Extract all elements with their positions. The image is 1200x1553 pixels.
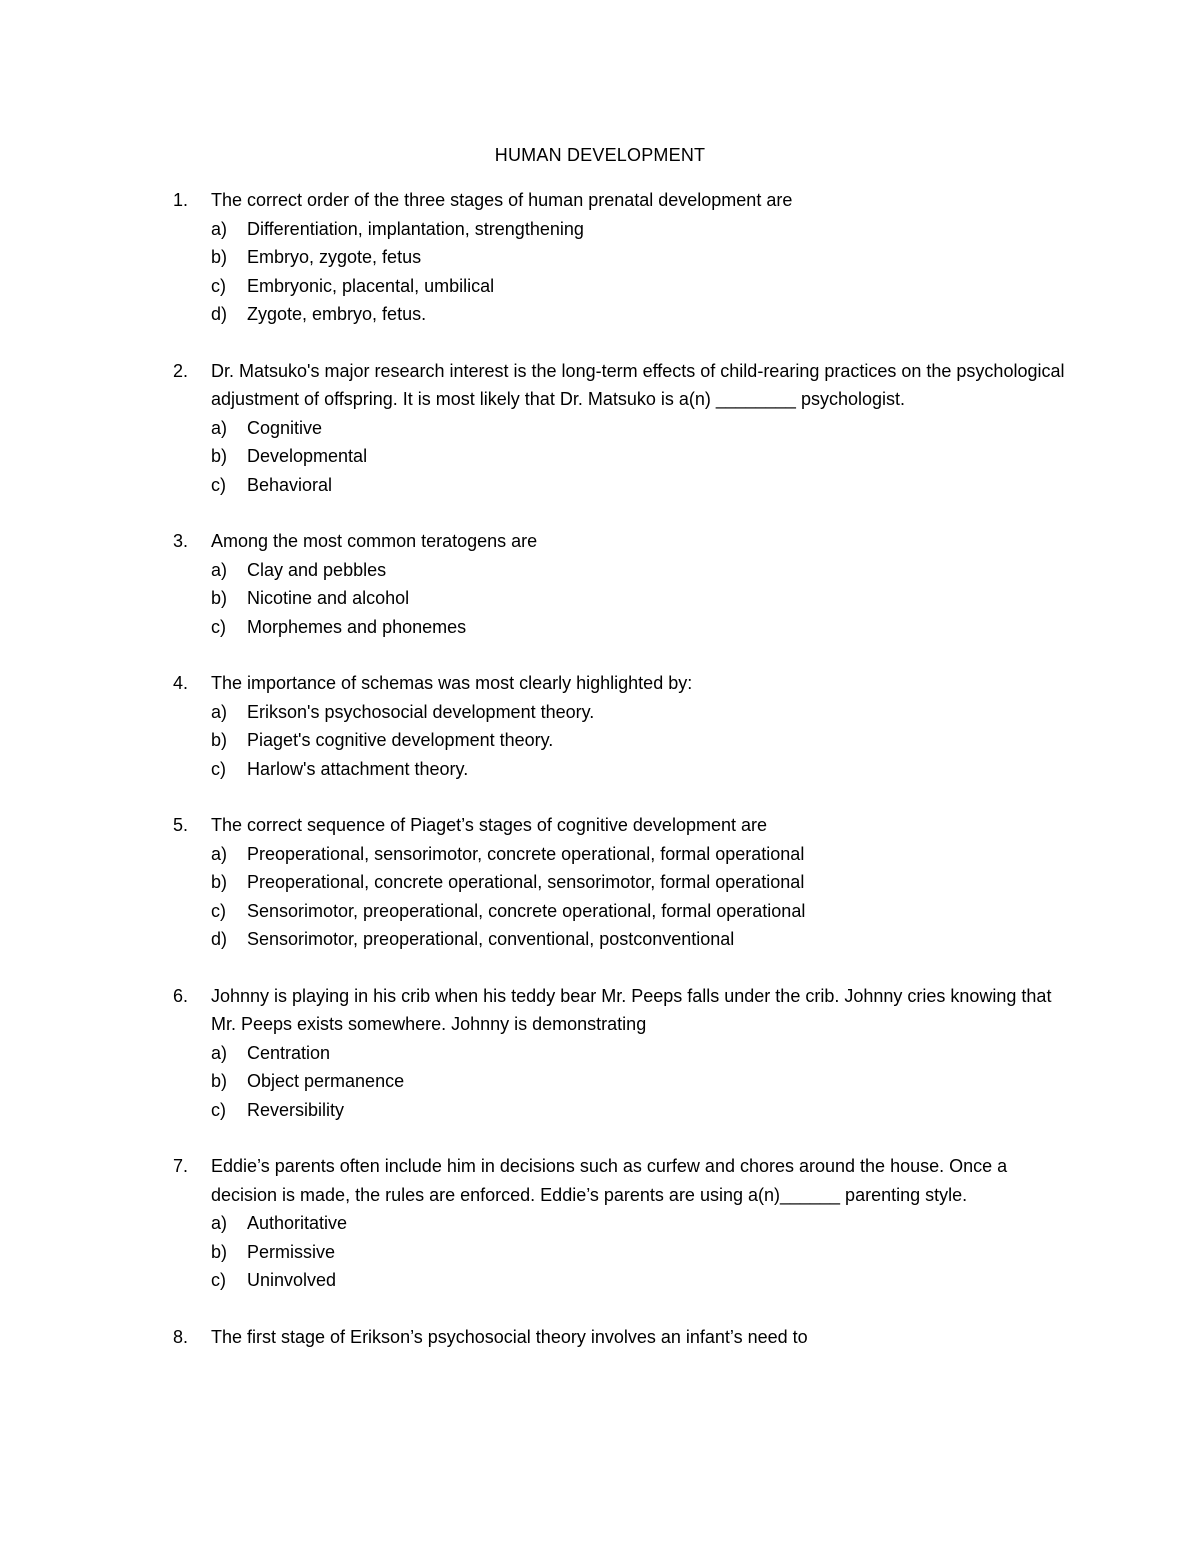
question-number: 4. [173,673,189,693]
option-letter: b) [211,1241,228,1262]
option-text: Nicotine and alcohol [247,588,410,608]
option-text: Object permanence [247,1071,405,1091]
question-list [173,186,1073,1379]
option-text: Sensorimotor, preoperational, conventional, postconventional [247,929,735,949]
question-text: Dr. Matsuko's major research interest is the long-term effects of child-rearing practices on the psychological adjustment of offspring. It is most likely that Dr. Matsuko is a(n) ________ psychologist. [211,360,1065,409]
option-text: Piaget's cognitive development theory. [247,730,554,750]
option-text: Preoperational, concrete operational, sensorimotor, formal operational [247,872,805,892]
option-letter: a) [211,1213,228,1233]
option-letter: b) [211,247,228,267]
option-letter: b) [211,588,228,608]
option-item [211,726,1073,755]
option-text: Cognitive [247,417,323,438]
option-item [211,840,1073,869]
option-letter: a) [211,559,228,580]
option-item [211,897,1073,926]
option-item [211,300,1073,329]
option-letter: a) [211,701,228,722]
option-list [173,414,1073,500]
question-1 [173,186,1073,329]
option-letter: c) [211,616,226,637]
option-letter: a) [211,218,228,239]
question-number: 7. [173,1156,189,1176]
option-letter: c) [211,758,226,779]
option-item [211,215,1073,244]
option-letter: a) [211,843,228,864]
question-3 [173,527,1073,641]
option-item [211,868,1073,897]
option-text: Zygote, embryo, fetus. [247,304,427,324]
option-item [211,243,1073,272]
option-letter: b) [211,1071,228,1091]
question-text: The correct order of the three stages of human prenatal development are [211,190,793,210]
option-text: Developmental [247,446,368,466]
option-text: Preoperational, sensorimotor, concrete operational, formal operational [247,843,805,864]
question-number: 8. [173,1326,189,1347]
document-title: HUMAN DEVELOPMENT [494,145,706,165]
option-text: Harlow's attachment theory. [247,758,469,779]
question-text: Among the most common teratogens are [211,531,538,551]
question-number: 5. [173,815,189,835]
option-letter: c) [211,1099,226,1120]
option-list [173,556,1073,642]
option-letter: d) [211,304,228,324]
option-text: Centration [247,1042,331,1063]
option-letter: a) [211,417,228,438]
option-list [173,1209,1073,1295]
option-item [211,698,1073,727]
question-8 [173,1323,1073,1352]
option-list [173,698,1073,784]
option-list [173,1039,1073,1125]
question-7 [173,1152,1073,1295]
option-item [211,1238,1073,1267]
question-number: 1. [173,190,189,210]
question-text: The importance of schemas was most clearly highlighted by: [211,673,693,693]
option-letter: d) [211,929,228,949]
option-text: Differentiation, implantation, strengthening [247,218,584,239]
question-number: 2. [173,360,189,381]
option-text: Reversibility [247,1099,345,1120]
option-letter: b) [211,730,228,750]
option-item [211,584,1073,613]
question-2 [173,357,1073,500]
option-text: Authoritative [247,1213,348,1233]
question-number: 3. [173,531,189,551]
question-text: The correct sequence of Piaget’s stages of cognitive development are [211,815,767,835]
option-text: Clay and pebbles [247,559,387,580]
option-text: Erikson's psychosocial development theory. [247,701,595,722]
option-item [211,471,1073,500]
option-item [211,1209,1073,1238]
option-list [173,840,1073,954]
option-item [211,272,1073,301]
option-letter: a) [211,1042,228,1063]
option-letter: c) [211,474,226,495]
option-letter: c) [211,1270,226,1290]
option-text: Embryonic, placental, umbilical [247,275,495,296]
option-letter: c) [211,900,226,921]
question-5 [173,811,1073,954]
question-number: 6. [173,985,189,1006]
option-item [211,556,1073,585]
option-item [211,1266,1073,1295]
option-text: Embryo, zygote, fetus [247,247,422,267]
option-text: Permissive [247,1241,336,1262]
option-item [211,925,1073,954]
option-text: Sensorimotor, preoperational, concrete operational, formal operational [247,900,806,921]
option-item [211,1067,1073,1096]
option-item [211,442,1073,471]
question-4 [173,669,1073,783]
option-text: Behavioral [247,474,333,495]
option-list [173,215,1073,329]
option-letter: b) [211,872,228,892]
option-text: Morphemes and phonemes [247,616,467,637]
option-text: Uninvolved [247,1270,337,1290]
option-item [211,414,1073,443]
option-letter: c) [211,275,226,296]
question-text: Eddie’s parents often include him in decisions such as curfew and chores around the house. Once a decision is made, the rules are enforced. Eddie’s parents are using a(n)______ parenting style. [211,1156,1008,1205]
option-item [211,755,1073,784]
question-text: Johnny is playing in his crib when his teddy bear Mr. Peeps falls under the crib. Johnny cries knowing that Mr. Peeps exists somewhere. Johnny is demonstrating [211,985,1052,1034]
option-item [211,1039,1073,1068]
option-item [211,613,1073,642]
option-item [211,1096,1073,1125]
question-text: The first stage of Erikson’s psychosocial theory involves an infant’s need to [211,1326,808,1347]
option-letter: b) [211,446,228,466]
question-6 [173,982,1073,1125]
